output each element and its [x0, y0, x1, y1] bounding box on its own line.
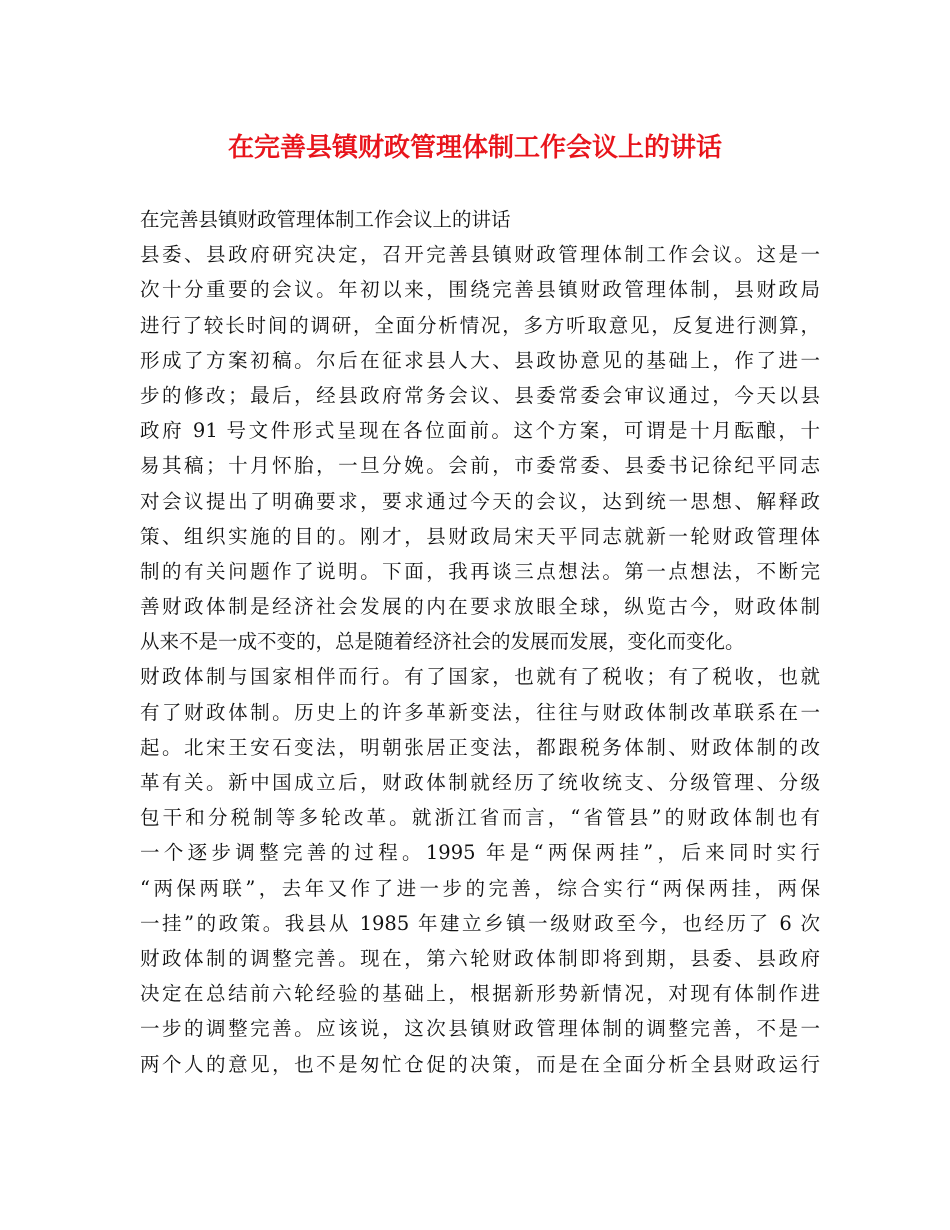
- body-line: 善财政体制是经济社会发展的内在要求放眼全球，纵览古今，财政体制: [140, 595, 820, 619]
- body-line: 一个逐步调整完善的过程。1995 年是“两保两挂”，后来同时实行: [140, 841, 820, 865]
- body-line: 包干和分税制等多轮改革。就浙江省而言，“省管县”的财政体制也有: [140, 806, 820, 830]
- body-line: 两个人的意见，也不是匆忙仓促的决策，而是在全面分析全县财政运行: [140, 1052, 820, 1076]
- body-line: 财政体制的调整完善。现在，第六轮财政体制即将到期，县委、县政府: [140, 946, 820, 970]
- document-title: 在完善县镇财政管理体制工作会议上的讲话: [227, 133, 722, 163]
- body-line: 对会议提出了明确要求，要求通过今天的会议，达到统一思想、解释政: [140, 489, 820, 513]
- body-line: 策、组织实施的目的。刚才，县财政局宋天平同志就新一轮财政管理体: [140, 524, 820, 548]
- body-line: 县委、县政府研究决定，召开完善县镇财政管理体制工作会议。这是一: [140, 243, 820, 267]
- body-line: 制的有关问题作了说明。下面，我再谈三点想法。第一点想法，不断完: [140, 559, 820, 583]
- body-line: 一步的调整完善。应该说，这次县镇财政管理体制的调整完善，不是一: [140, 1017, 820, 1041]
- body-line: 决定在总结前六轮经验的基础上，根据新形势新情况，对现有体制作进: [140, 982, 820, 1006]
- body-line: 步的修改；最后，经县政府常务会议、县委常委会审议通过，今天以县: [140, 383, 820, 407]
- body-line: “两保两联”，去年又作了进一步的完善，综合实行“两保两挂，两保: [140, 876, 820, 900]
- body-line: 形成了方案初稿。尔后在征求县人大、县政协意见的基础上，作了进一: [140, 348, 820, 372]
- body-line: 有了财政体制。历史上的许多革新变法，往往与财政体制改革联系在一: [140, 700, 820, 724]
- body-line: 从来不是一成不变的，总是随着经济社会的发展而发展，变化而变化。: [140, 630, 745, 654]
- body-line: 一挂”的政策。我县从 1985 年建立乡镇一级财政至今，也经历了 6 次: [140, 911, 820, 935]
- body-line: 财政体制与国家相伴而行。有了国家，也就有了税收；有了税收，也就: [140, 665, 820, 689]
- body-line: 在完善县镇财政管理体制工作会议上的讲话: [140, 208, 511, 231]
- body-line: 进行了较长时间的调研，全面分析情况，多方听取意见，反复进行测算，: [140, 313, 820, 337]
- body-line: 易其稿；十月怀胎，一旦分娩。会前，市委常委、县委书记徐纪平同志: [140, 454, 820, 478]
- body-line: 革有关。新中国成立后，财政体制就经历了统收统支、分级管理、分级: [140, 771, 820, 794]
- document-body: [140, 202, 820, 1082]
- body-line: 政府 91 号文件形式呈现在各位面前。这个方案，可谓是十月酝酿，十: [140, 419, 820, 443]
- body-line: 次十分重要的会议。年初以来，围绕完善县镇财政管理体制，县财政局: [140, 278, 820, 302]
- body-line: 起。北宋王安石变法，明朝张居正变法，都跟税务体制、财政体制的改: [140, 735, 820, 759]
